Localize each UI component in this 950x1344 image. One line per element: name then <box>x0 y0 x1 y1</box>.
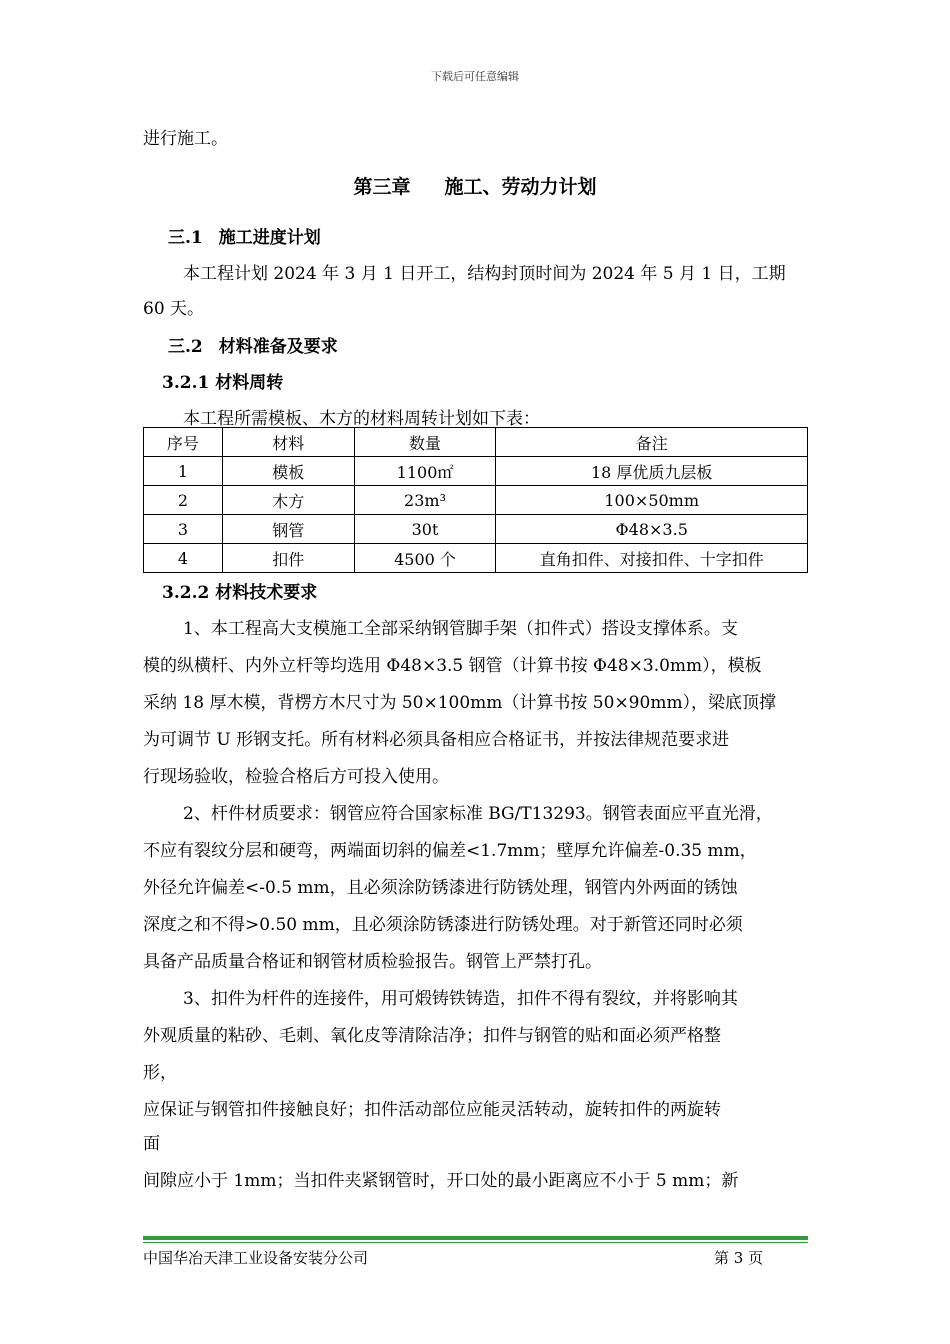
section-number: 三.2 <box>168 337 203 357</box>
body-line: 具备产品质量合格证和钢管材质检验报告。钢管上严禁打孔。 <box>143 952 602 972</box>
table-cell: Φ48×3.5 <box>496 515 808 544</box>
body-line: 2、杆件材质要求：钢管应符合国家标准 BG/T13293。钢管表面应平直光滑， <box>183 804 773 824</box>
table-cell: 4500 个 <box>354 544 496 573</box>
table-cell: 18 厚优质九层板 <box>496 457 808 486</box>
table-header-row <box>144 428 808 457</box>
body-line: 应保证与钢管扣件接触良好；扣件活动部位应能灵活转动，旋转扣件的两旋转 <box>143 1100 721 1120</box>
footer-page-number: 第 3 页 <box>714 1249 764 1267</box>
body-line: 行现场验收，检验合格后方可投入使用。 <box>143 767 449 787</box>
table-row <box>144 515 808 544</box>
table-cell: 扣件 <box>222 544 354 573</box>
table-header-cell: 数量 <box>354 428 496 457</box>
table-row <box>144 486 808 515</box>
chapter-number: 第三章 <box>353 176 411 198</box>
body-line: 1、本工程高大支模施工全部采纳钢管脚手架（扣件式）搭设支撑体系。支 <box>183 619 738 639</box>
table-intro: 本工程所需模板、木方的材料周转计划如下表： <box>183 409 540 429</box>
schedule-para-line1: 本工程计划 2024 年 3 月 1 日开工，结构封顶时间为 2024 年 5 月 1 日，工期 <box>183 264 786 284</box>
table-header-cell: 序号 <box>144 428 223 457</box>
section-text: 材料准备及要求 <box>218 337 338 357</box>
footer-company: 中国华冶天津工业设备安装分公司 <box>143 1249 369 1267</box>
table-cell: 1100㎡ <box>354 457 496 486</box>
intro-line: 进行施工。 <box>143 129 228 149</box>
body-line: 3、扣件为杆件的连接件，用可煅铸铁铸造，扣件不得有裂纹，并将影响其 <box>183 989 738 1009</box>
material-table <box>143 427 808 573</box>
body-line: 间隙应小于 1mm；当扣件夹紧钢管时，开口处的最小距离应不小于 5 mm；新 <box>143 1171 739 1191</box>
body-line: 为可调节 U 形钢支托。所有材料必须具备相应合格证书，并按法律规范要求进 <box>143 730 730 750</box>
schedule-para-line2: 60 天。 <box>143 299 205 319</box>
body-line: 模的纵横杆、内外立杆等均选用 Φ48×3.5 钢管（计算书按 Φ48×3.0mm），模板 <box>143 656 762 676</box>
chapter-name: 施工、劳动力计划 <box>444 176 597 198</box>
footer-rule-thin <box>143 1242 808 1243</box>
section-text: 施工进度计划 <box>218 228 321 248</box>
body-line: 深度之和不得>0.50 mm，且必须涂防锈漆进行防锈处理。对于新管还同时必须 <box>143 915 743 935</box>
table-cell: 1 <box>144 457 223 486</box>
body-line: 采纳 18 厚木模，背楞方木尺寸为 50×100mm（计算书按 50×90mm），梁底顶撑 <box>143 693 777 713</box>
table-cell: 2 <box>144 486 223 515</box>
table-cell: 钢管 <box>222 515 354 544</box>
table-cell: 3 <box>144 515 223 544</box>
section-heading-3-2 <box>168 332 338 357</box>
body-line: 外观质量的粘砂、毛刺、氧化皮等清除洁净；扣件与钢管的贴和面必须严格整 <box>143 1026 721 1046</box>
table-cell: 木方 <box>222 486 354 515</box>
table-cell: 4 <box>144 544 223 573</box>
table-cell: 23m³ <box>354 486 496 515</box>
table-row <box>144 457 808 486</box>
section-heading-3-1 <box>168 223 321 248</box>
footer-rule-thick <box>143 1236 808 1240</box>
body-line: 形， <box>143 1063 177 1083</box>
table-cell: 100×50mm <box>496 486 808 515</box>
table-header-cell: 材料 <box>222 428 354 457</box>
table-cell: 30t <box>354 515 496 544</box>
body-line: 面 <box>143 1134 160 1154</box>
chapter-title <box>0 172 950 199</box>
table-cell: 直角扣件、对接扣件、十字扣件 <box>496 544 808 573</box>
table-header-cell: 备注 <box>496 428 808 457</box>
table-cell: 模板 <box>222 457 354 486</box>
table-row <box>144 544 808 573</box>
body-line: 不应有裂纹分层和硬弯，两端面切斜的偏差<1.7mm；壁厚允许偏差-0.35 mm， <box>143 841 757 861</box>
subsection-heading-3-2-2: 3.2.2 材料技术要求 <box>162 583 318 603</box>
subsection-heading-3-2-1: 3.2.1 材料周转 <box>162 373 284 393</box>
section-number: 三.1 <box>168 228 203 248</box>
body-line: 外径允许偏差<-0.5 mm，且必须涂防锈漆进行防锈处理，钢管内外两面的锈蚀 <box>143 878 738 898</box>
page-header: 下载后可任意编辑 <box>431 70 519 83</box>
